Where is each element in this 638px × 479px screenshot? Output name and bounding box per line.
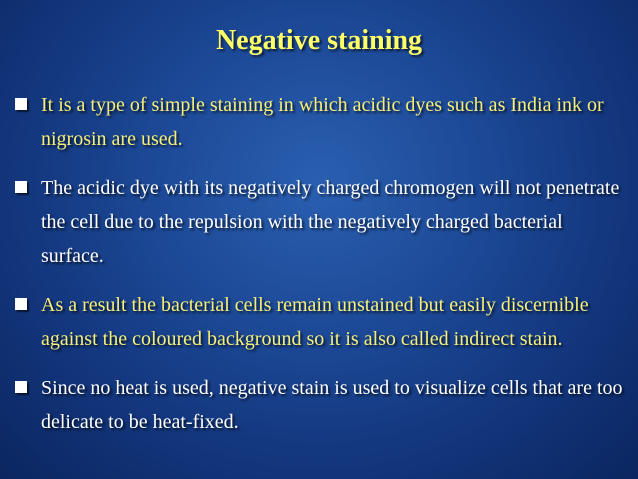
bullet-item [14, 288, 628, 356]
square-bullet-icon [15, 181, 27, 193]
square-bullet-icon [15, 381, 27, 393]
bullet-text: The acidic dye with its negatively charged chromogen will not penetrate the cell due to the repulsion with the negatively charged bacterial surface. [41, 177, 620, 267]
bullet-text: Since no heat is used, negative stain is used to visualize cells that are too delicate to be heat-fixed. [41, 377, 623, 433]
bullet-item [14, 171, 628, 273]
bullet-list [14, 88, 628, 454]
square-bullet-icon [15, 298, 27, 310]
square-bullet-icon [15, 98, 27, 110]
slide-title: Negative staining [215, 25, 423, 56]
bullet-text: It is a type of simple staining in which acidic dyes such as India ink or nigrosin are used. [41, 94, 604, 150]
bullet-item [14, 371, 628, 439]
bullet-text: As a result the bacterial cells remain unstained but easily discernible against the coloured background so it is also called indirect stain. [41, 294, 589, 350]
bullet-item [14, 88, 628, 156]
